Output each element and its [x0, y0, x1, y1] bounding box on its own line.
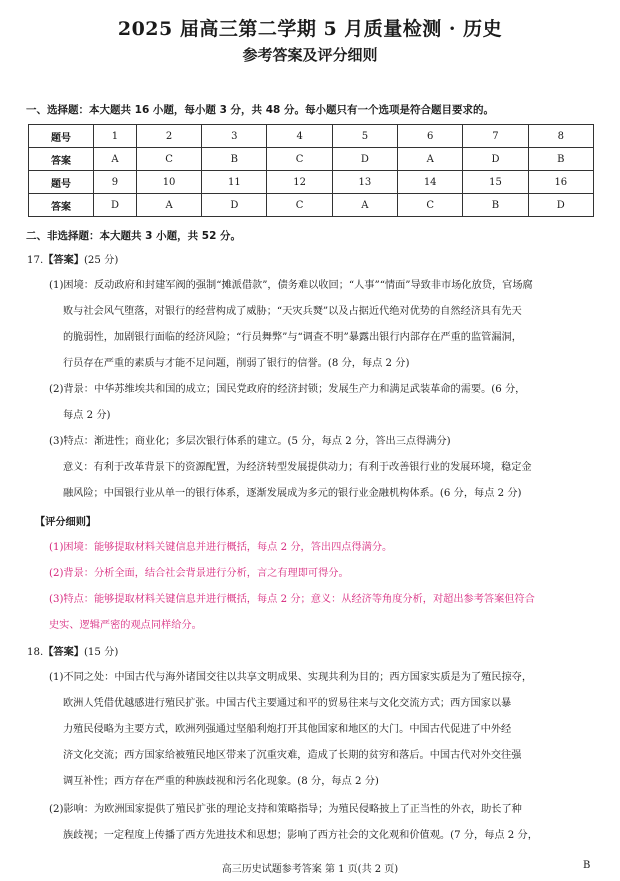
answer-line: 力殖民侵略为主要方式，欧洲列强通过坚船利炮打开其他国家和地区的大门。中国古代促进了中外经 — [63, 724, 512, 735]
answer-line: 族歧视；一定程度上传播了西方先进技术和思想；影响了西方社会的文化观和价值观。(7 分，每点 2 分， — [63, 830, 538, 841]
table-row — [29, 148, 594, 171]
table-cell: B — [528, 148, 593, 171]
q18-score: (15 分) — [83, 647, 119, 658]
table-cell: 5 — [332, 125, 397, 148]
table-cell: D — [202, 194, 267, 217]
answer-line: 调互补性；西方存在严重的种族歧视和污名化现象。(8 分，每点 2 分) — [63, 776, 379, 787]
table-cell: 1 — [94, 125, 137, 148]
table-cell: 2 — [136, 125, 201, 148]
row-label: 答案 — [29, 148, 94, 171]
table-cell: 8 — [528, 125, 593, 148]
answer-line: 的脆弱性，加剧银行面临的经济风险；“行员舞弊”与“调查不明”暴露出银行内部存在严重的监管漏洞， — [63, 332, 522, 343]
table-cell: 16 — [528, 171, 593, 194]
table-row — [29, 125, 594, 148]
q18-heading — [27, 646, 118, 659]
section-heading-choice: 一、选择题：本大题共 16 小题，每小题 3 分，共 48 分。每小题只有一个选项是符合题目要求的。 — [26, 104, 494, 116]
table-cell: 7 — [463, 125, 528, 148]
answer-line: 行员存在严重的素质与才能不足问题，削弱了银行的信誉。(8 分，每点 2 分) — [63, 358, 410, 369]
answer-line: 每点 2 分) — [63, 410, 111, 421]
answer-line: (3)特点：渐进性；商业化；多层次银行体系的建立。(5 分，每点 2 分，答出三点得满分) — [49, 436, 451, 447]
table-cell: B — [463, 194, 528, 217]
table-cell: A — [398, 148, 463, 171]
rubric-line: (3)特点：能够提取材料关键信息并进行概括，每点 2 分；意义：从经济等角度分析，对超出参考答案但符合 — [49, 594, 535, 605]
q17-score: (25 分) — [83, 255, 119, 266]
table-cell: 11 — [202, 171, 267, 194]
table-cell: 14 — [398, 171, 463, 194]
page-subtitle: 参考答案及评分细则 — [242, 46, 378, 64]
table-row — [29, 171, 594, 194]
table-cell: A — [332, 194, 397, 217]
table-cell: D — [332, 148, 397, 171]
table-cell: D — [528, 194, 593, 217]
table-row — [29, 194, 594, 217]
table-cell: 6 — [398, 125, 463, 148]
table-cell: A — [136, 194, 201, 217]
row-label: 题号 — [29, 125, 94, 148]
table-cell: 13 — [332, 171, 397, 194]
table-cell: D — [463, 148, 528, 171]
table-cell: B — [202, 148, 267, 171]
paper-version-letter: B — [583, 860, 591, 871]
page-title: 2025 届高三第二学期 5 月质量检测 · 历史 — [117, 18, 503, 40]
table-cell: A — [94, 148, 137, 171]
answer-line: (2)影响：为欧洲国家提供了殖民扩张的理论支持和策略指导；为殖民侵略披上了正当性的外衣，助长了种 — [49, 804, 522, 815]
section-heading-essay: 二、非选择题：本大题共 3 小题，共 52 分。 — [26, 230, 242, 242]
answer-line: 融风险；中国银行业从单一的银行体系，逐渐发展成为多元的银行业金融机构体系。(6 分，每点 2 分) — [63, 488, 522, 499]
table-cell: C — [267, 148, 332, 171]
table-cell: C — [136, 148, 201, 171]
q17-heading — [27, 254, 118, 267]
answer-line: 意义：有利于改革背景下的资源配置，为经济转型发展提供动力；有利于改善银行业的发展环境，稳定金 — [63, 462, 532, 473]
table-cell: 10 — [136, 171, 201, 194]
table-cell: 15 — [463, 171, 528, 194]
rubric-title: 【评分细则】 — [35, 516, 97, 528]
answer-table — [28, 124, 594, 217]
table-cell: 4 — [267, 125, 332, 148]
table-cell: C — [398, 194, 463, 217]
rubric-line: (2)背景：分析全面，结合社会背景进行分析，言之有理即可得分。 — [49, 568, 349, 579]
rubric-line: (1)困境：能够提取材料关键信息并进行概括，每点 2 分，答出四点得满分。 — [49, 542, 393, 553]
q17-answer-tag: 【答案】 — [43, 254, 84, 266]
answer-line: 败与社会风气堕落，对银行的经营构成了威胁；“天灾兵燹”以及占据近代绝对优势的自然经济具有先天 — [63, 306, 522, 317]
q17-number: 17. — [27, 255, 44, 266]
answer-line: 欧洲人凭借优越感进行殖民扩张。中国古代主要通过和平的贸易往来与文化交流方式；西方国家以暴 — [63, 698, 512, 709]
q18-number: 18. — [27, 647, 44, 658]
row-label: 答案 — [29, 194, 94, 217]
q18-answer-tag: 【答案】 — [43, 646, 84, 658]
answer-line: (1)不同之处：中国古代与海外诸国交往以共享文明成果、实现共利为目的；西方国家实质是为了殖民掠夺， — [49, 672, 533, 683]
page-footer: 高三历史试题参考答案 第 1 页(共 2 页) — [221, 864, 399, 875]
answer-line: (1)困境：反动政府和封建军阀的强制“摊派借款”，债务难以收回；“人事”“情面”导致非市场化放贷，官场腐 — [49, 280, 533, 291]
table-cell: 12 — [267, 171, 332, 194]
answer-line: 济文化交流；西方国家给被殖民地区带来了沉重灾难，造成了长期的贫穷和落后。中国古代对外交往强 — [63, 750, 522, 761]
answer-line: (2)背景：中华苏维埃共和国的成立；国民党政府的经济封锁；发展生产力和满足武装革命的需要。(6 分， — [49, 384, 526, 395]
rubric-line: 史实、逻辑严密的观点同样给分。 — [49, 620, 202, 631]
table-cell: 9 — [94, 171, 137, 194]
table-cell: D — [94, 194, 137, 217]
table-cell: C — [267, 194, 332, 217]
row-label: 题号 — [29, 171, 94, 194]
table-cell: 3 — [202, 125, 267, 148]
